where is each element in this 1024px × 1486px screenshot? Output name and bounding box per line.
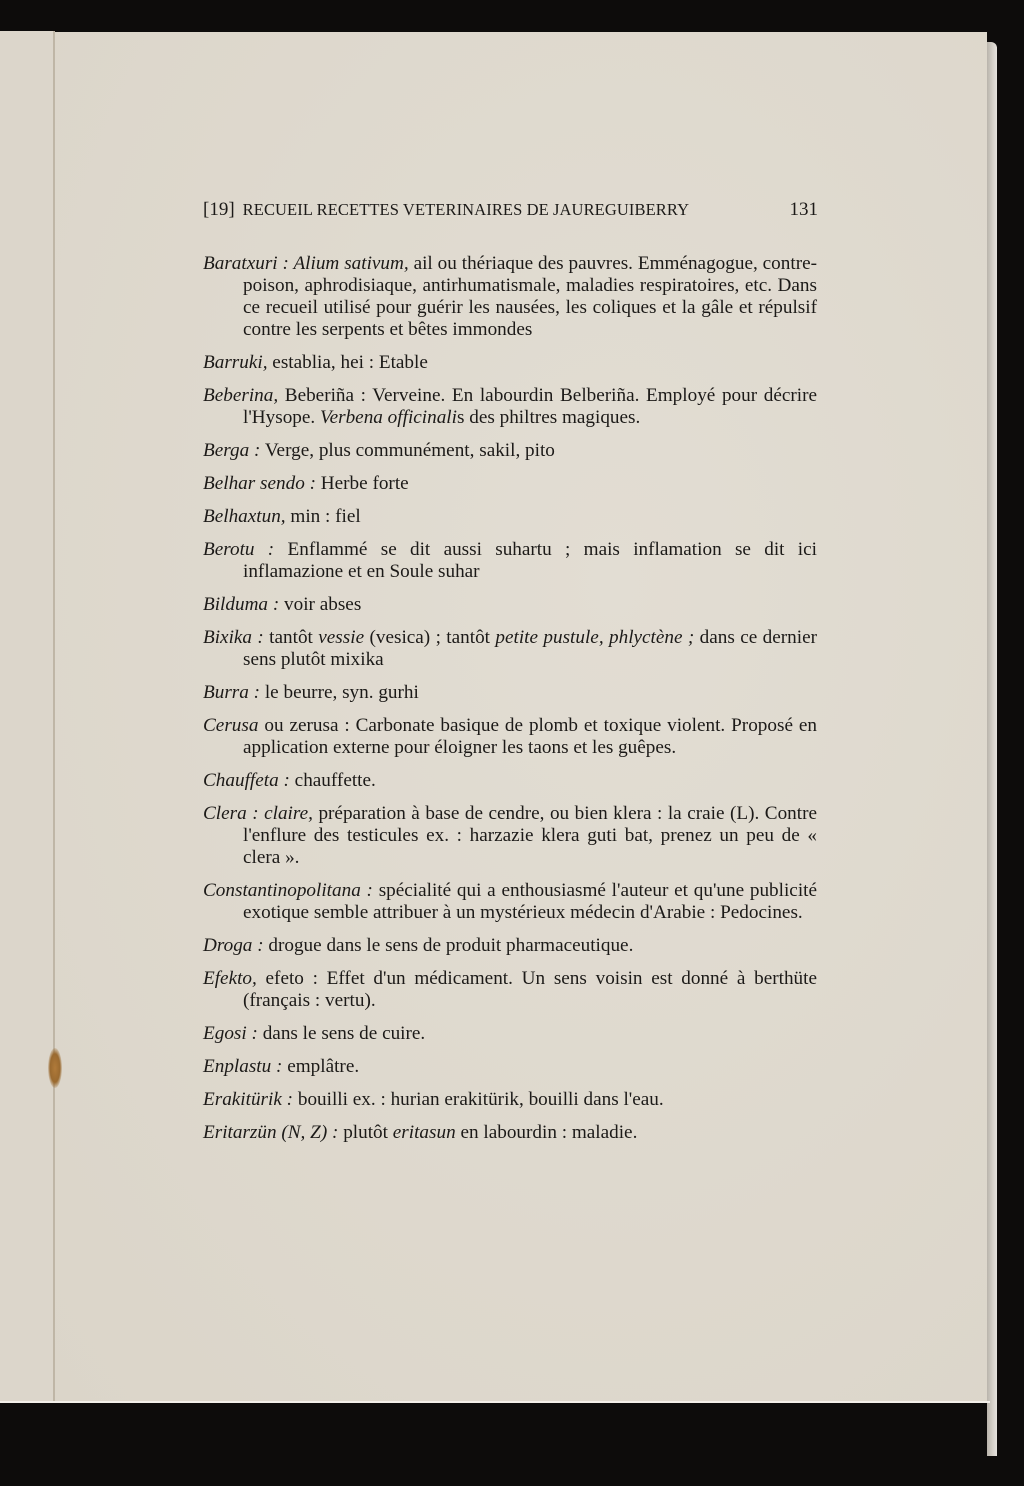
entry-text: s des philtres magiques. [456, 407, 641, 428]
glossary-entry [203, 803, 817, 869]
entry-term-italic: Efekto, [203, 968, 257, 989]
glossary-entry [203, 1122, 817, 1144]
entry-term-italic: Berotu : [203, 539, 275, 560]
facing-page-edge [0, 31, 53, 1102]
glossary-entry [203, 385, 817, 429]
glossary-entry [203, 770, 817, 792]
glossary-entry [203, 440, 817, 462]
glossary-entry [203, 253, 817, 341]
running-header [203, 199, 818, 221]
entry-term-italic: Barruki, [203, 352, 268, 373]
glossary-entry [203, 539, 817, 583]
entry-text: Enflammé se dit aussi suhartu ; mais inflamation se dit ici inflamazione et en Soule suhar [243, 539, 817, 582]
entry-term-italic: Erakitürik : [203, 1089, 294, 1110]
entry-text: en labourdin : maladie. [455, 1122, 638, 1143]
entry-term-italic: Bilduma : [203, 594, 280, 615]
glossary-entry [203, 627, 817, 671]
entry-text: ou zerusa : Carbonate basique de plomb et toxique violent. Proposé en application externe pour éloigner les taons et les guêpes. [243, 715, 817, 758]
glossary-entry [203, 1023, 817, 1045]
entry-term-italic: Verbena officinali [320, 407, 457, 428]
glossary-entry [203, 682, 817, 704]
entry-text: Herbe forte [315, 473, 409, 494]
entry-text: min : fiel [285, 506, 361, 527]
entry-term-italic: Constantinopolitana : [203, 880, 373, 901]
page-bottom-edge [0, 1401, 990, 1403]
entry-term-italic: Cerusa [203, 715, 259, 736]
entry-text: (vesica) ; tantôt [364, 627, 496, 648]
entry-term-italic: Beberina, [203, 385, 279, 406]
entry-text: bouilli ex. : hurian erakitürik, bouilli dans l'eau. [293, 1089, 664, 1110]
running-title: RECUEIL RECETTES VETERINAIRES DE JAUREGUIBERRY [242, 200, 690, 219]
entry-term-italic: eritasun [392, 1122, 456, 1143]
entry-text: efeto : Effet d'un médicament. Un sens voisin est donné à berthüte (français : vertu). [243, 968, 817, 1011]
foxing-stain [48, 1048, 62, 1088]
entry-term-italic: Belhaxtun, [203, 506, 286, 527]
glossary-entries [203, 253, 817, 1155]
entry-text: Verge, plus communément, sakil, pito [260, 440, 555, 461]
glossary-entry [203, 1056, 817, 1078]
glossary-entry [203, 506, 817, 528]
entry-text: tantôt [263, 627, 319, 648]
entry-term-italic: Belhar sendo : [203, 473, 316, 494]
entry-text: spécialité qui a enthousiasmé l'auteur et qu'une publicité exotique semble attribuer à un mystérieux médecin d'Arabie : Pedocines. [243, 880, 817, 923]
page-number: 131 [789, 199, 818, 220]
entry-term-italic: Egosi : [203, 1023, 258, 1044]
entry-term-italic: Eritarzün (N, Z) : [203, 1122, 339, 1143]
entry-term-italic: Burra : [203, 682, 261, 703]
facing-page-edge-lower [0, 1102, 53, 1402]
entry-text: plutôt [338, 1122, 393, 1143]
glossary-entry [203, 935, 817, 957]
entry-text: dans le sens de cuire. [257, 1023, 426, 1044]
glossary-entry [203, 473, 817, 495]
entry-term-italic: Bixika : [203, 627, 264, 648]
glossary-entry [203, 880, 817, 924]
entry-text: ail ou thériaque des pauvres. Emménagogue, contre-poison, aphrodisiaque, antirhumatismale, maladies respiratoires, etc. Dans ce recueil utilisé pour guérir les nausées, les coliques et la gâle et répulsif contre les serpents et bêtes immondes [243, 253, 817, 340]
glossary-entry [203, 594, 817, 616]
entry-term-italic: Chauffeta : [203, 770, 290, 791]
entry-text: le beurre, syn. gurhi [260, 682, 419, 703]
glossary-entry [203, 352, 817, 374]
entry-term-italic: Droga : [203, 935, 264, 956]
entry-text: dans ce dernier sens plutôt mixika [243, 627, 817, 670]
section-number: [19] [203, 199, 235, 220]
glossary-entry [203, 715, 817, 759]
entry-term-italic: Clera : claire, [203, 803, 313, 824]
entry-term-italic: vessie [318, 627, 365, 648]
entry-term-italic: petite pustule, phlyctène ; [495, 627, 695, 648]
entry-text: chauffette. [289, 770, 376, 791]
entry-term-italic: Baratxuri : Alium sativum, [203, 253, 409, 274]
entry-text: establia, hei : Etable [267, 352, 428, 373]
entry-text: voir abses [279, 594, 362, 615]
entry-text: Beberiña : Verveine. En labourdin Belberiña. Employé pour décrire l'Hysope. [243, 385, 817, 428]
glossary-entry [203, 968, 817, 1012]
page-stack-edge [987, 42, 997, 1456]
entry-text: drogue dans le sens de produit pharmaceutique. [263, 935, 634, 956]
entry-text: emplâtre. [282, 1056, 360, 1077]
entry-term-italic: Enplastu : [203, 1056, 283, 1077]
glossary-entry [203, 1089, 817, 1111]
entry-text: préparation à base de cendre, ou bien klera : la craie (L). Contre l'enflure des testicules ex. : harzazie klera guti bat, prenez un peu de « clera ». [243, 803, 817, 868]
entry-term-italic: Berga : [203, 440, 261, 461]
